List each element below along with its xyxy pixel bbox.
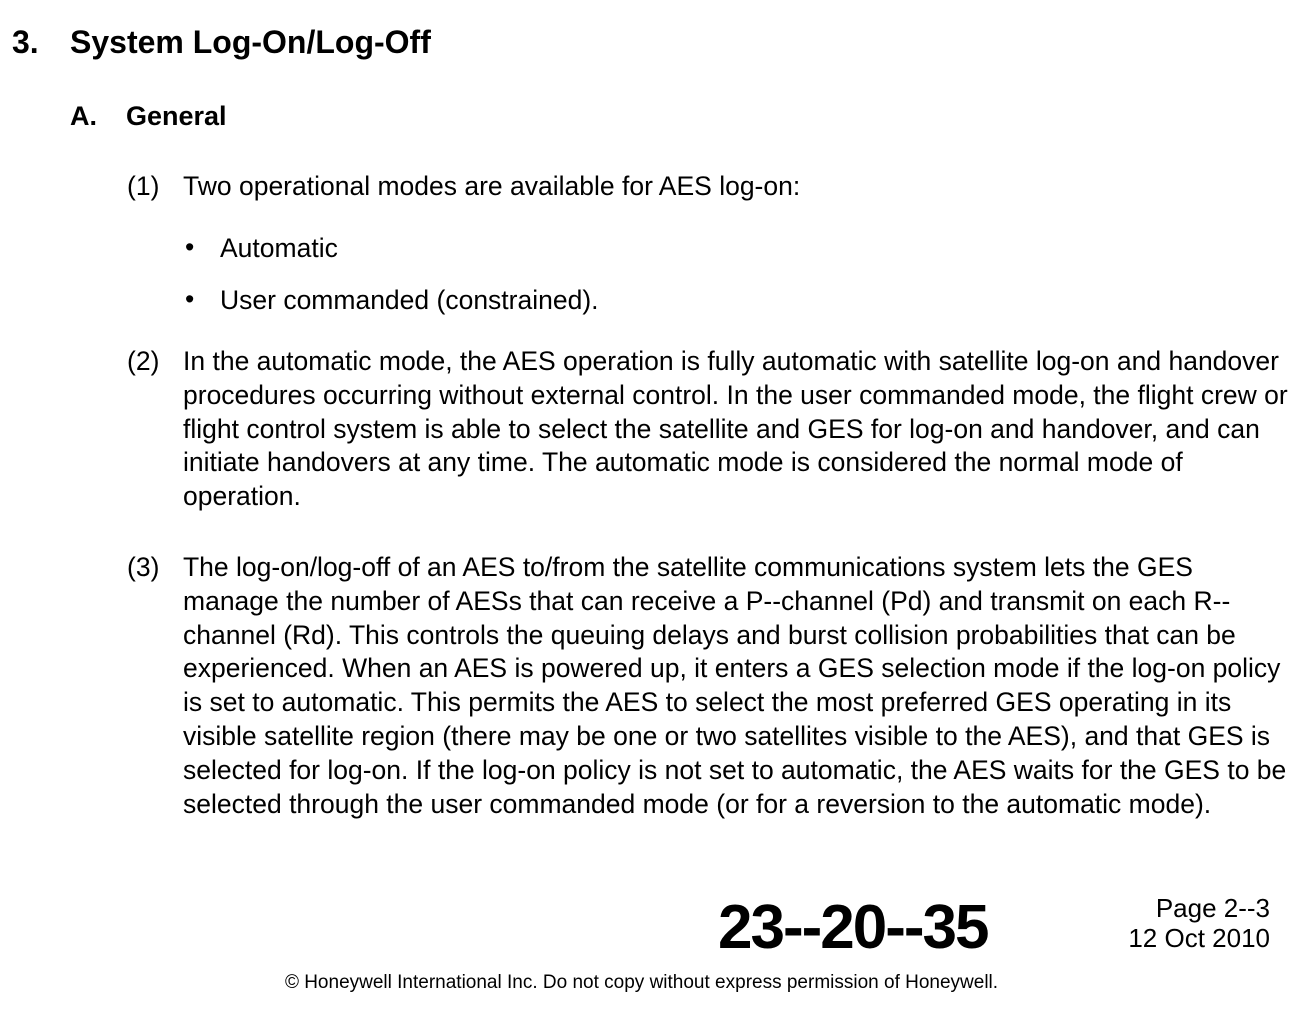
item-number: (1) [127,171,160,201]
item-text: Two operational modes are available for AES log-on: [183,171,801,201]
copyright-notice: © Honeywell International Inc. Do not copy without express permission of Honeywell. [284,972,999,993]
document-number: 23--20--35 [718,893,988,962]
subsection-title: General [126,101,227,131]
item-paragraph: In the automatic mode, the AES operation is fully automatic with satellite log-on and handover procedures occurring without external control. In the user commanded mode, the flight crew or flight control system is able to select the satellite and GES for log-on and handover, and can initiate handovers at any time. The automatic mode is considered the normal mode of operation. [183,346,1288,512]
bullet-item: User commanded (constrained). [220,285,599,315]
bullet-item: Automatic [220,233,338,263]
subsection-letter: A. [70,101,97,131]
revision-date: 12 Oct 2010 [1128,923,1270,953]
item-number: (3) [127,552,160,582]
item-number: (2) [127,346,160,376]
bullet-icon: • [185,232,195,262]
section-number: 3. [12,24,39,60]
page-number: Page 2--3 [1155,893,1270,923]
bullet-icon: • [185,284,195,314]
item-paragraph: The log-on/log-off of an AES to/from the satellite communications system lets the GES manage the number of AESs that can receive a P--channel (Pd) and transmit on each R--channel (Rd). This controls the queuing delays and burst collision probabilities that can be experienced. When an AES is powered up, it enters a GES selection mode if the log-on policy is set to automatic. This permits the AES to select the most preferred GES operating in its visible satellite region (there may be one or two satellites visible to the AES), and that GES is selected for log-on. If the log-on policy is not set to automatic, the AES waits for the GES to be selected through the user commanded mode (or for a reversion to the automatic mode). [183,552,1287,819]
section-title: System Log-On/Log-Off [70,24,431,60]
